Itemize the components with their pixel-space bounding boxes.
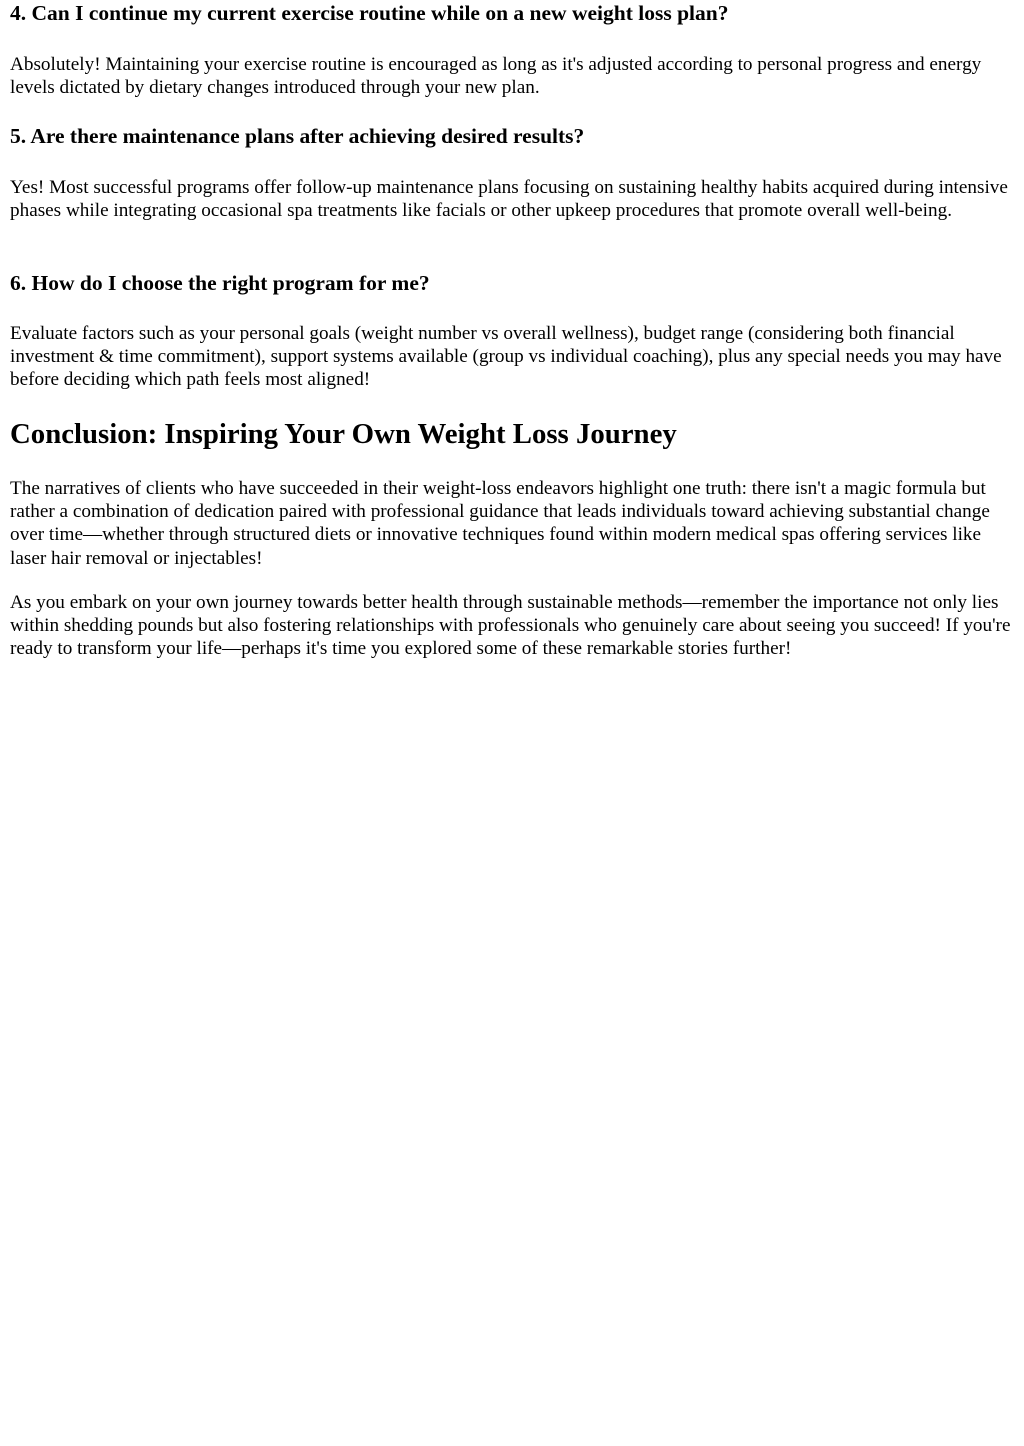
faq-question-5: 5. Are there maintenance plans after achieving desired results? — [10, 124, 585, 148]
conclusion-paragraph-1: The narratives of clients who have succeeded in their weight-loss endeavors highlight one truth: there isn't a magic formula but rather a combination of dedication paired with professional guidance that leads individuals toward achieving substantial change over time—whether through structured diets or innovative techniques found within modern medical spas offering services like laser hair removal or injectables! — [10, 478, 990, 569]
faq-question-6: 6. How do I choose the right program for me? — [10, 271, 430, 295]
conclusion-paragraph-2: As you embark on your own journey towards better health through sustainable methods—remember the importance not only lies within shedding pounds but also fostering relationships with professionals who genuinely care about seeing you succeed! If you're ready to transform your life—perhaps it's time you explored some of these remarkable stories further! — [10, 592, 1011, 660]
faq-answer-4: Absolutely! Maintaining your exercise routine is encouraged as long as it's adjusted according to personal progress and energy levels dictated by dietary changes introduced through your new plan. — [10, 54, 982, 99]
faq-answer-6: Evaluate factors such as your personal goals (weight number vs overall wellness), budget range (considering both financial investment & time commitment), support systems available (group vs individual coaching), plus any special needs you may have before deciding which path feels most aligned! — [10, 323, 1002, 391]
faq-answer-5: Yes! Most successful programs offer follow-up maintenance plans focusing on sustaining healthy habits acquired during intensive phases while integrating occasional spa treatments like facials or other upkeep procedures that promote overall well-being. — [10, 177, 1008, 222]
conclusion-heading: Conclusion: Inspiring Your Own Weight Loss Journey — [10, 418, 677, 450]
faq-question-4: 4. Can I continue my current exercise routine while on a new weight loss plan? — [10, 1, 729, 25]
